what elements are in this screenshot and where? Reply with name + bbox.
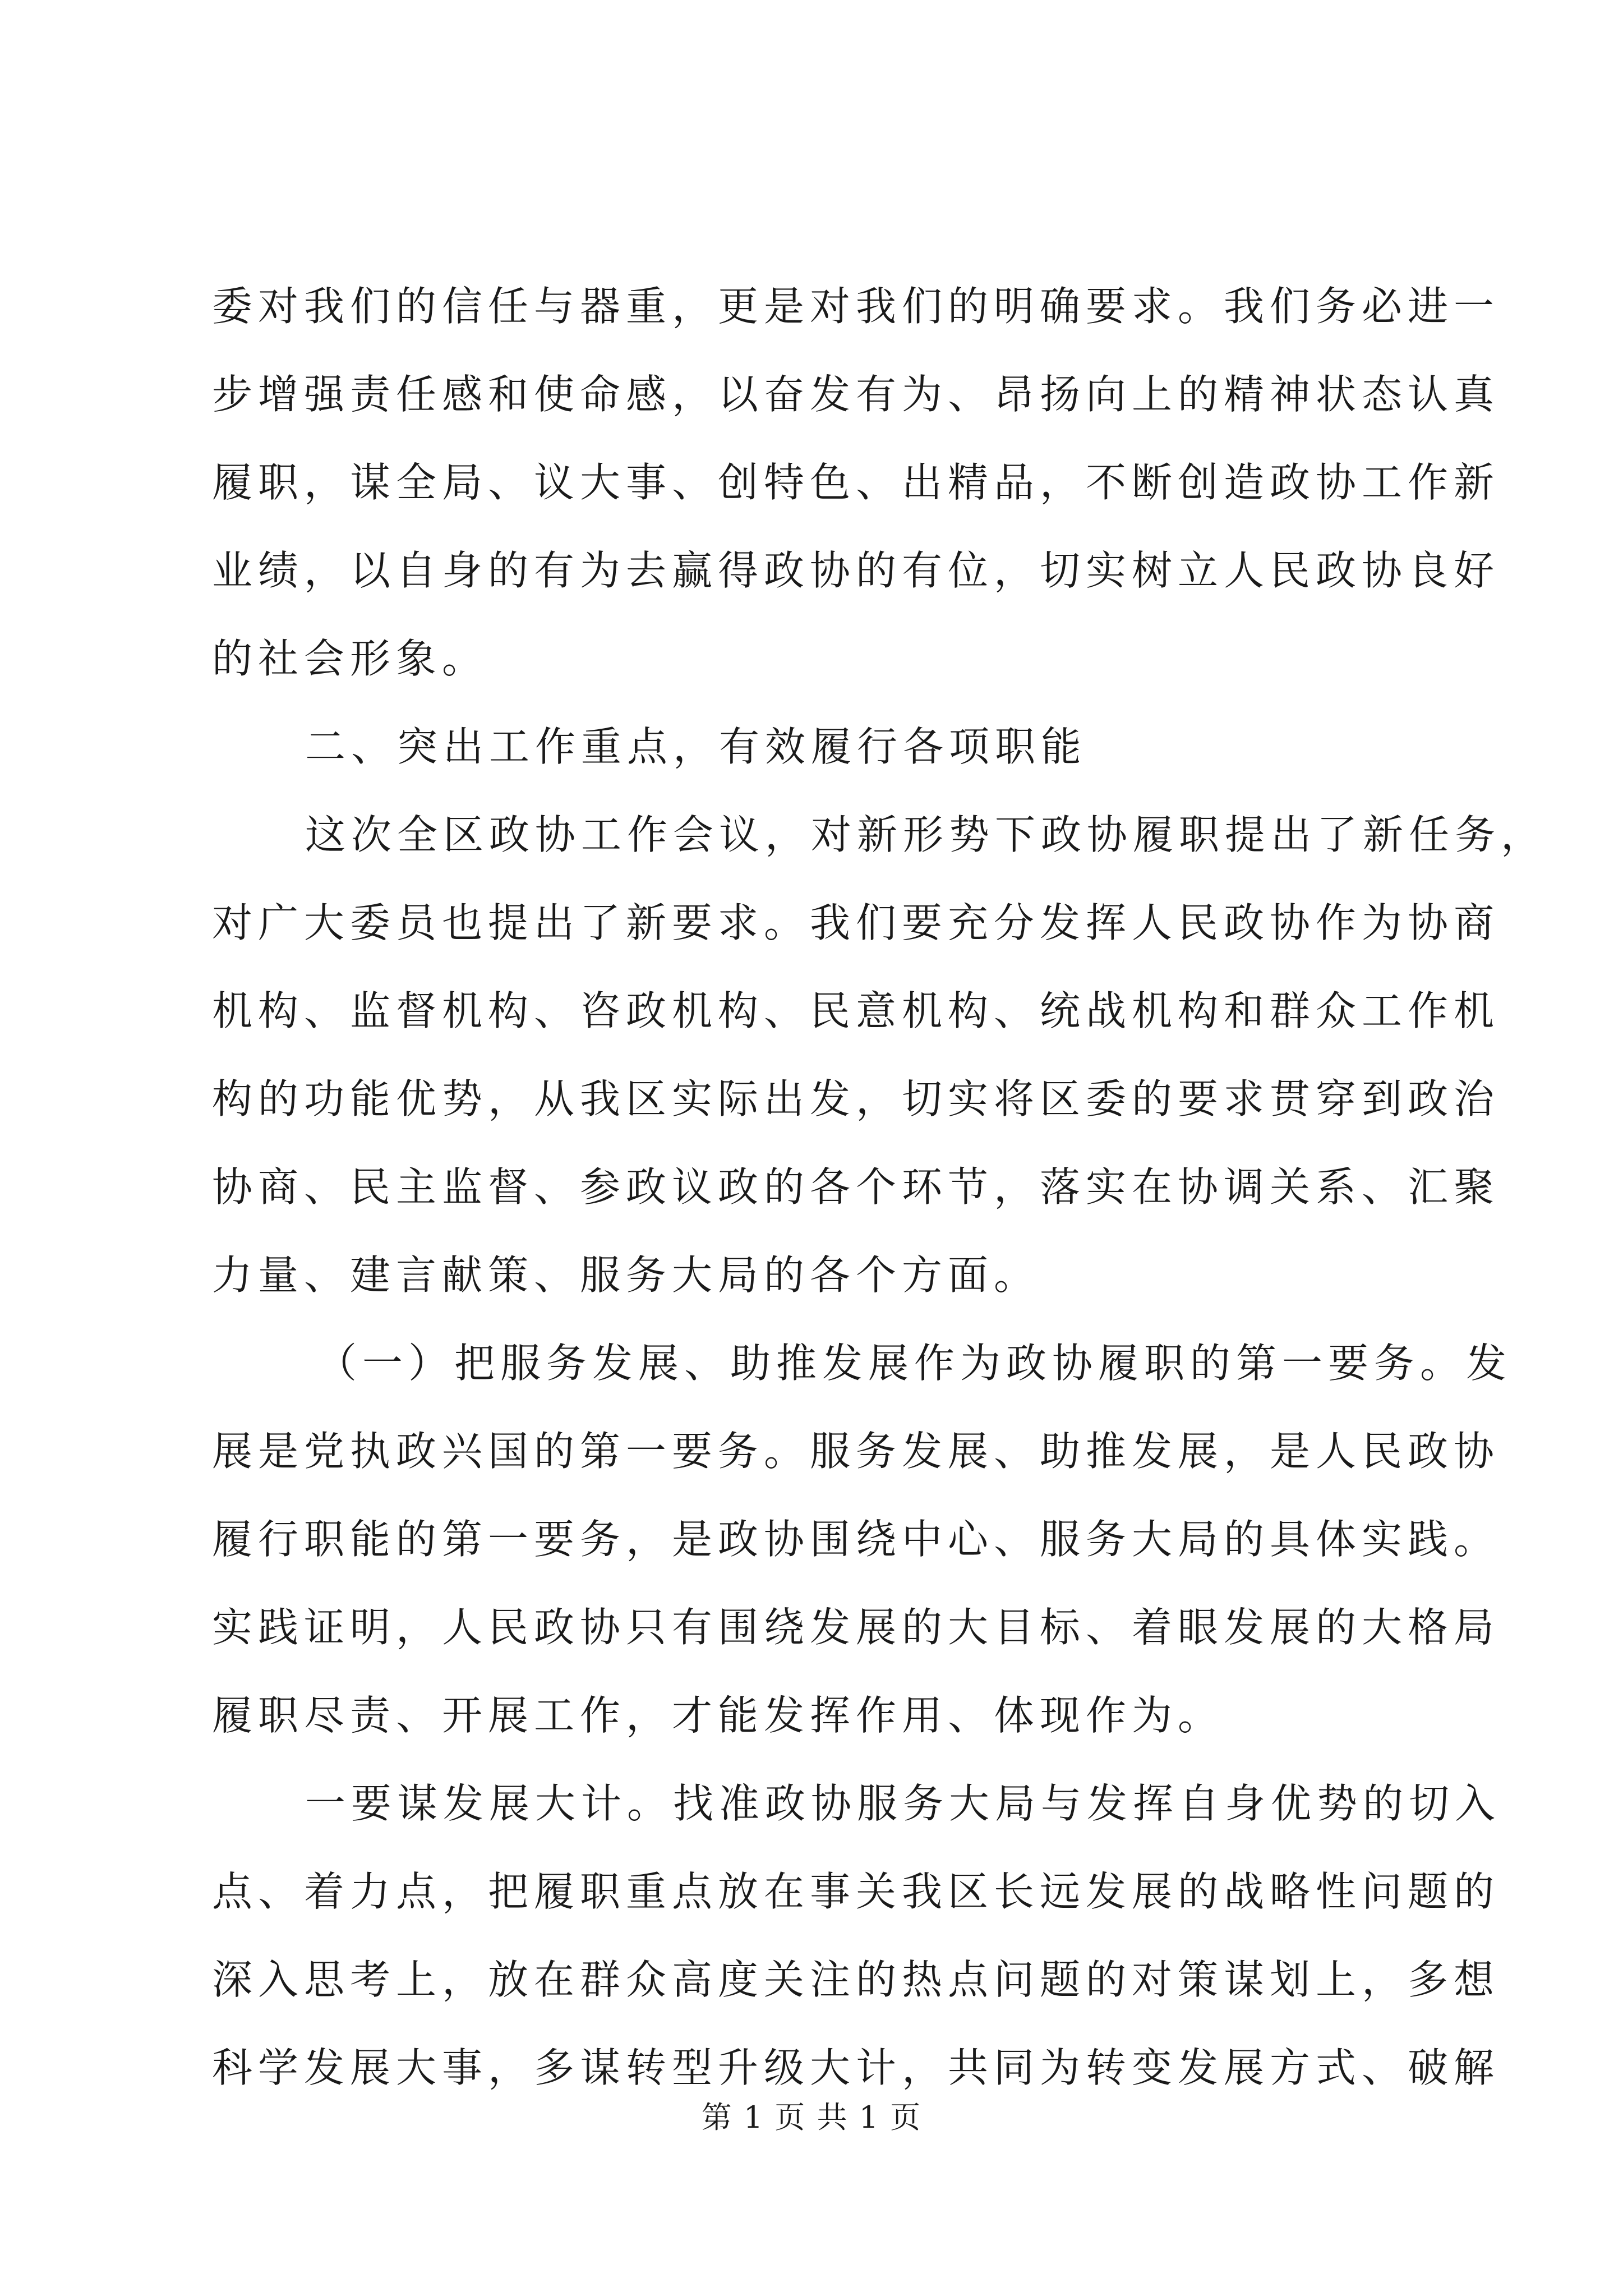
body-text-line: 深入思考上，放在群众高度关注的热点问题的对策谋划上，多想 [212,1956,1500,2003]
body-text-line: 点、着力点，把履职重点放在事关我区长远发展的战略性问题的 [212,1868,1500,1915]
body-text-line: 科学发展大事，多谋转型升级大计，共同为转变发展方式、破解 [212,2044,1500,2091]
document-body [212,263,1547,2112]
body-text-line: 对广大委员也提出了新要求。我们要充分发挥人民政协作为协商 [212,899,1500,946]
body-text-line: 履行职能的第一要务，是政协围绕中心、服务大局的具体实践。 [212,1516,1500,1563]
body-text-line: 一要谋发展大计。找准政协服务大局与发挥自身优势的切入 [305,1780,1501,1827]
body-text-line: 实践证明，人民政协只有围绕发展的大目标、着眼发展的大格局 [212,1604,1500,1651]
body-text-line: 的社会形象。 [212,635,488,682]
body-text-line: 构的功能优势，从我区实际出发，切实将区委的要求贯穿到政治 [212,1075,1500,1122]
body-text-line: 履职，谋全局、议大事、创特色、出精品，不断创造政协工作新 [212,459,1500,506]
section-heading: 二、突出工作重点，有效履行各项职能 [305,723,1087,770]
body-text-line: 力量、建言献策、服务大局的各个方面。 [212,1251,1040,1299]
subsection-heading: （一）把服务发展、助推发展作为政协履职的第一要务。发 [316,1340,1513,1387]
body-text-line: 履职尽责、开展工作，才能发挥作用、体现作为。 [212,1692,1224,1739]
body-text-line: 这次全区政协工作会议，对新形势下政协履职提出了新任务， [305,811,1547,858]
page-number-label: 第 1 页 共 1 页 [701,2100,922,2135]
body-text-line: 协商、民主监督、参政议政的各个环节，落实在协调关系、汇聚 [212,1163,1500,1211]
body-text-line: 展是党执政兴国的第一要务。服务发展、助推发展，是人民政协 [212,1428,1500,1475]
body-text-line: 步增强责任感和使命感，以奋发有为、昂扬向上的精神状态认真 [212,371,1500,418]
page-footer [0,2098,1623,2137]
body-text-line: 机构、监督机构、咨政机构、民意机构、统战机构和群众工作机 [212,987,1500,1034]
body-text-line: 委对我们的信任与器重，更是对我们的明确要求。我们务必进一 [212,283,1500,330]
body-text-line: 业绩，以自身的有为去赢得政协的有位，切实树立人民政协良好 [212,547,1500,594]
